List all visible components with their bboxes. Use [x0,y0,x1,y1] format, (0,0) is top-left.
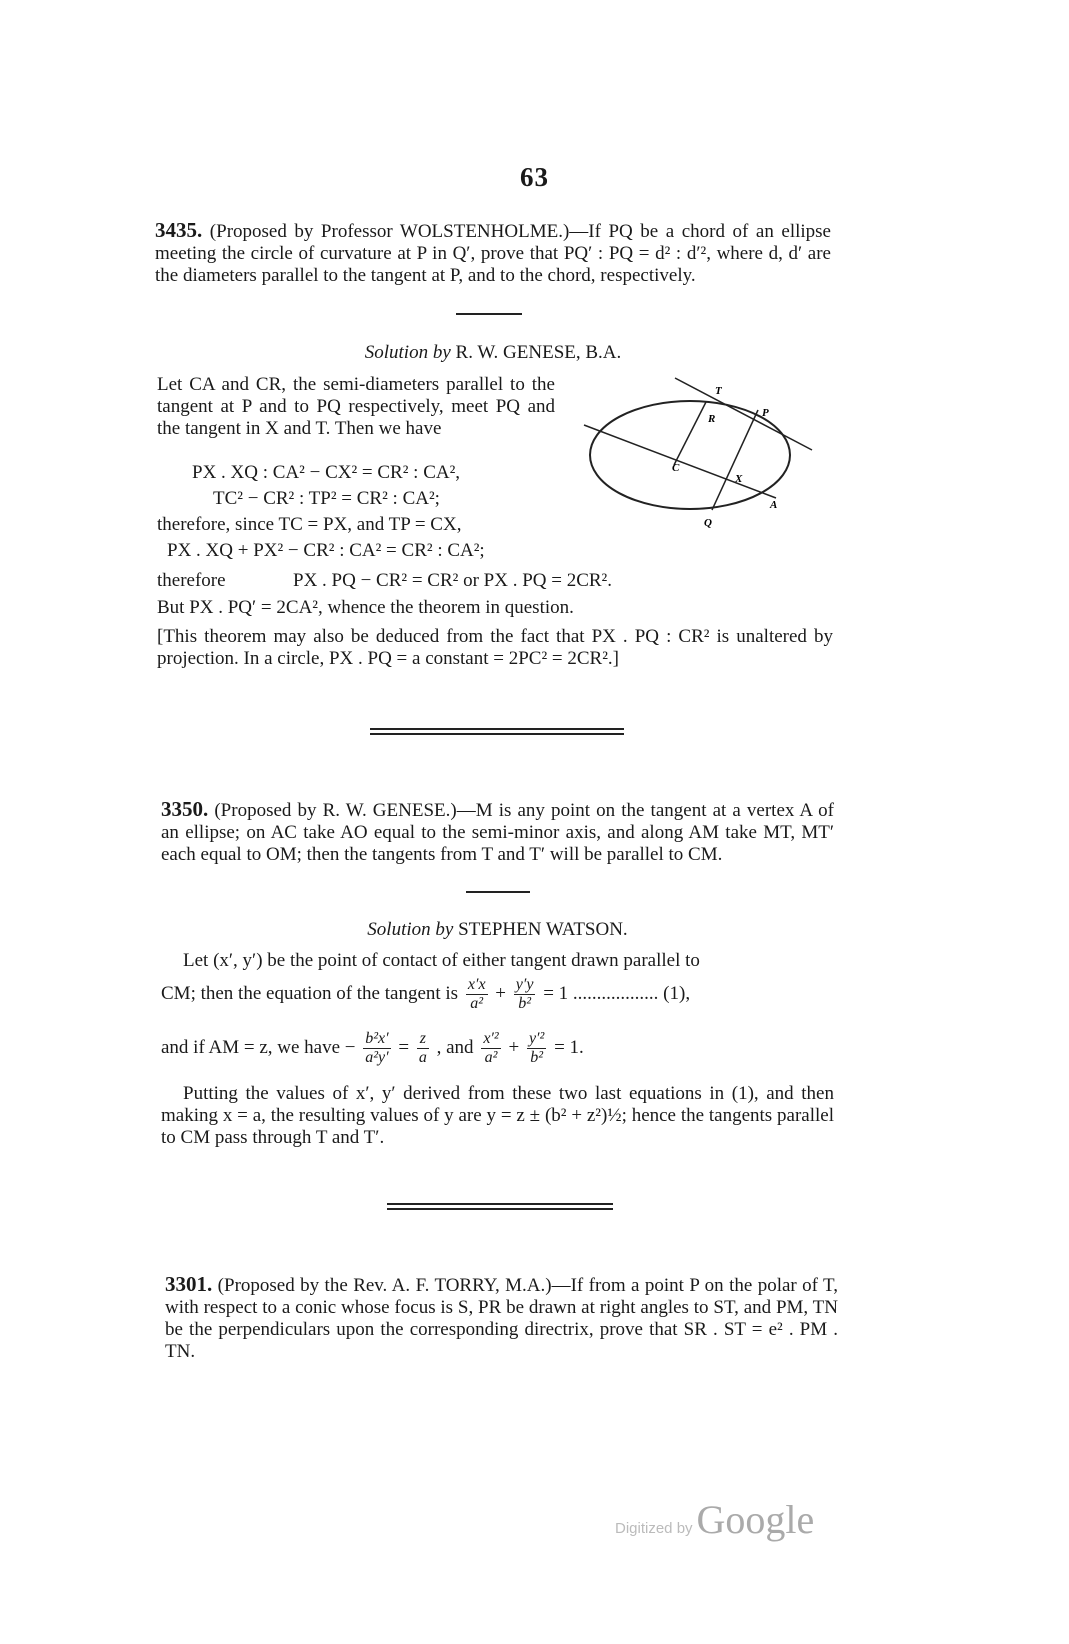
byline-name: STEPHEN WATSON. [458,919,628,940]
fraction [527,1030,546,1067]
diameter-cr [674,402,706,465]
denominator: a² [484,1049,498,1066]
question-number: 3350. [161,797,209,821]
label-r: R [708,413,716,425]
numerator: y′y [515,976,534,993]
fraction [481,1030,500,1067]
google-watermark [615,1496,814,1543]
denominator: a²y′ [365,1049,389,1066]
denominator: b² [530,1049,544,1066]
section-rule [466,891,530,893]
equation-text: = 1 .................. (1), [543,982,691,1004]
equation-text: and if AM = z, we have [161,1036,341,1058]
question-3301 [165,1273,838,1363]
numerator: y′² [528,1030,545,1047]
watermark-prefix: Digitized by [615,1520,693,1537]
equation-6: But PX . PQ′ = 2CA², whence the theorem in question. [157,597,574,618]
ellipse-figure [560,370,830,540]
am-equation-line [161,1030,584,1067]
equation-3: therefore, since TC = PX, and TP = CX, [157,514,462,535]
equation-5-lead: therefore [157,570,226,591]
question-text: (Proposed by R. W. GENESE.)—M is any point on the tangent at a vertex A of an ellipse; on AC take AO equal to the semi-minor axis, and along AM take MT, MT′ each equal to OM; then the tangents from T and T′ will be parallel to CM. [161,800,835,865]
equation-5: PX . PQ − CR² = CR² or PX . PQ = 2CR². [293,570,613,591]
question-text: (Proposed by Professor WOLSTENHOLME.)—If PQ be a chord of an ellipse meeting the circle of curvature at P in Q′, prove that PQ′ : PQ = d² : d′², where d, d′ are the diameters parallel to the tangent at P, and to the chord, respectively. [155,221,831,286]
equation-1: PX . XQ : CA² − CX² = CR² : CA², [192,462,461,483]
google-logo: Google [696,1497,815,1542]
numerator: x′x [467,976,486,993]
question-text: (Proposed by the Rev. A. F. TORRY, M.A.)—If from a point P on the polar of T, with respect to a conic whose focus is S, PR be drawn at right angles to ST, and PM, TN be the perpendiculars upon the corresponding directrix, prove that SR . ST = e² . PM . TN. [165,1275,839,1362]
equals-sign: = [398,1036,410,1058]
question-3350 [161,798,834,866]
label-t: T [715,385,722,397]
numerator: z [417,1030,429,1049]
question-number: 3301. [165,1272,213,1296]
numerator: x′² [483,1030,499,1047]
tangent-line [675,378,812,450]
byline-prefix: Solution by [364,342,451,363]
bracket-note: [This theorem may also be deduced from the fact that PX . PQ : CR² is unaltered by projection. In a circle, PX . PQ = a constant = 2PC² = 2CR².] [157,626,833,669]
chord-pq [712,410,758,510]
solution-conclusion: Putting the values of x′, y′ derived from these two last equations in (1), and then making x = a, the resulting values of y are y = z ± (b² + z²)½; hence the tangents parallel to CM pass through T and T′. [161,1083,834,1148]
fraction [514,976,536,1013]
denominator: a [418,1049,427,1066]
equation-text: , and [436,1036,474,1058]
label-q: Q [704,517,712,529]
fraction [363,1030,390,1067]
question-number: 3435. [155,218,203,242]
fraction [466,976,488,1013]
fraction [417,1030,429,1067]
tangent-equation-line [161,976,690,1013]
chord-ca [584,425,776,498]
denominator: a² [470,995,484,1012]
equation-2: TC² − CR² : TP² = CR² : CA²; [213,488,440,509]
byline-prefix: Solution by [367,919,454,940]
ellipse-curve [590,401,790,509]
solution-byline [161,919,834,941]
equation-4: PX . XQ + PX² − CR² : CA² = CR² : CA²; [167,540,485,561]
minus-sign: − [344,1036,356,1058]
label-x: X [735,473,743,485]
section-rule [456,313,522,315]
label-p: P [762,407,769,419]
denominator: b² [518,995,532,1012]
byline-name: R. W. GENESE, B.A. [455,342,622,363]
double-rule [370,728,624,735]
solution-intro: Let CA and CR, the semi-diameters parallel to the tangent at P and to PQ respectively, meet PQ and the tangent in X and T. Then we have [157,374,555,439]
double-rule [387,1203,613,1210]
plus-sign: + [508,1036,520,1058]
plus-sign: + [495,982,507,1004]
equation-text: = 1. [554,1036,584,1058]
equation-text: CM; then the equation of the tangent is [161,982,459,1004]
page-number: 63 [520,162,549,192]
label-a: A [770,499,778,511]
solution-line-1: Let (x′, y′) be the point of contact of either tangent drawn parallel to [183,950,700,971]
numerator: b²x′ [365,1030,389,1047]
question-3435 [155,219,831,287]
solution-byline [155,342,831,364]
label-c: C [672,462,680,474]
